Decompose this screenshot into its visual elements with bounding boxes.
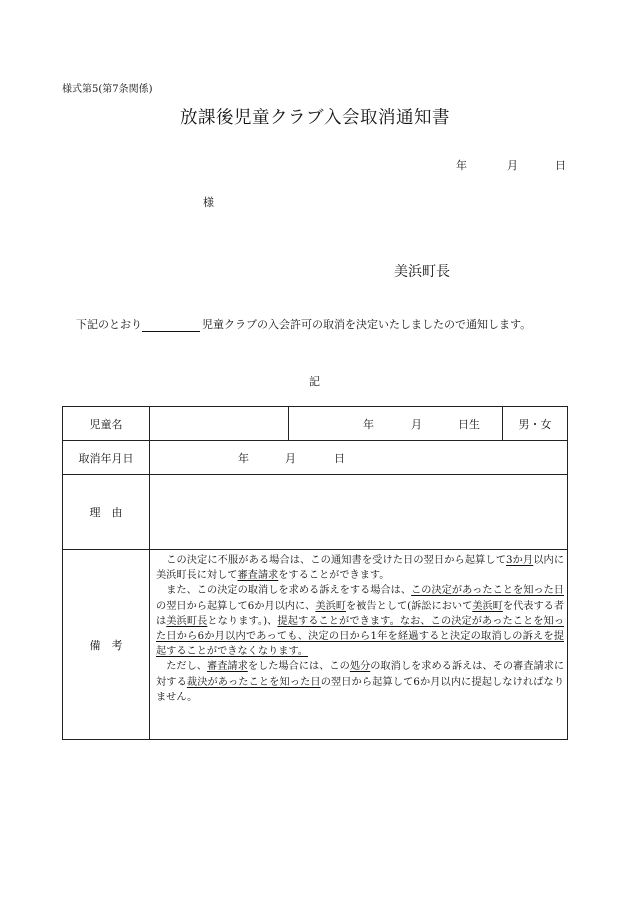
notes-underlined: 提起することができます。なお、この決定があったことを知った日から6か月以内であっても、決定の日から1年を経過すると決定の取消しの訴えを提起することができなくなります。 [156, 615, 565, 658]
notes-paragraph-1 [156, 553, 564, 583]
cancel-date-cell [150, 441, 568, 475]
cancel-month-label: 月 [285, 451, 296, 465]
notes-paragraph-2 [156, 583, 564, 659]
birth-day-label: 日生 [458, 417, 480, 431]
notes-cell [150, 550, 568, 740]
document-title: 放課後児童クラブ入会取消通知書 [180, 108, 450, 128]
cancel-date-label: 取消年月日 [63, 441, 150, 475]
notes-text: 以内に美浜町長に対して [156, 555, 565, 582]
reason-cell [150, 475, 568, 550]
cancel-year-label: 年 [238, 451, 249, 465]
notes-label: 備 考 [63, 550, 150, 740]
child-name-cell [150, 407, 289, 441]
reason-label: 理 由 [63, 475, 150, 550]
intro-prefix: 下記のとおり [76, 318, 142, 331]
notes-text: この決定に不服がある場合は、この通知書を受けた日の翌日から起算して [166, 555, 507, 566]
notes-text: の取消しを求める訴えは、その審査請求に対する [156, 661, 565, 688]
notes-underlined: この決定があったことを知った日 [411, 585, 564, 597]
club-name-blank [142, 320, 200, 332]
ki-heading: 記 [309, 375, 320, 388]
notes-underlined: 美浜町 [472, 600, 503, 612]
notes-underlined: 美浜町長 [166, 615, 208, 627]
notes-text: をした場合には、この [247, 661, 350, 673]
notes-row [63, 550, 568, 740]
notes-underlined: 審査請求 [237, 570, 279, 582]
notes-text: また、この決定の取消しを求める訴えをする場合は、 [166, 585, 412, 597]
notes-underlined: 審査請求 [207, 661, 248, 673]
notes-underlined: 美浜町 [315, 600, 346, 612]
date-year-label: 年 [456, 159, 467, 172]
birth-year-label: 年 [363, 417, 374, 431]
reason-row [63, 475, 568, 550]
cancel-date-row [63, 441, 568, 475]
gender-cell: 男・女 [503, 407, 568, 441]
date-month-label: 月 [507, 159, 518, 172]
notes-underlined: 3か月 [506, 555, 534, 566]
notes-text: の翌日から起算して6か月以内に提起しなければなりません。 [156, 676, 565, 703]
notes-underlined: 裁決があったことを知った日 [186, 676, 321, 688]
notes-text: をすることができます。 [278, 570, 390, 582]
notice-table [62, 406, 568, 740]
notes-text: を代表する者は [156, 600, 565, 627]
notes-text: となります。)、 [207, 615, 278, 627]
issuer-name: 美浜町長 [394, 264, 450, 280]
child-name-label: 児童名 [63, 407, 150, 441]
date-day-label: 日 [555, 159, 566, 172]
child-row [63, 407, 568, 441]
birth-month-label: 月 [411, 417, 422, 431]
notes-text: を被告として(訴訟において [345, 600, 473, 612]
form-number: 様式第5(第7条関係) [62, 84, 153, 95]
notes-text: ただし、 [166, 661, 207, 673]
notes-underlined: 処分 [349, 661, 371, 673]
intro-suffix: 児童クラブの入会許可の取消を決定いたしましたので通知します。 [202, 318, 532, 331]
birth-date-cell [289, 407, 503, 441]
intro-sentence [76, 316, 531, 332]
notes-text: の翌日から起算して6か月以内に、 [156, 600, 316, 612]
cancel-day-label: 日 [334, 451, 345, 465]
notes-paragraph-3 [156, 659, 564, 705]
recipient-suffix: 様 [203, 196, 214, 209]
